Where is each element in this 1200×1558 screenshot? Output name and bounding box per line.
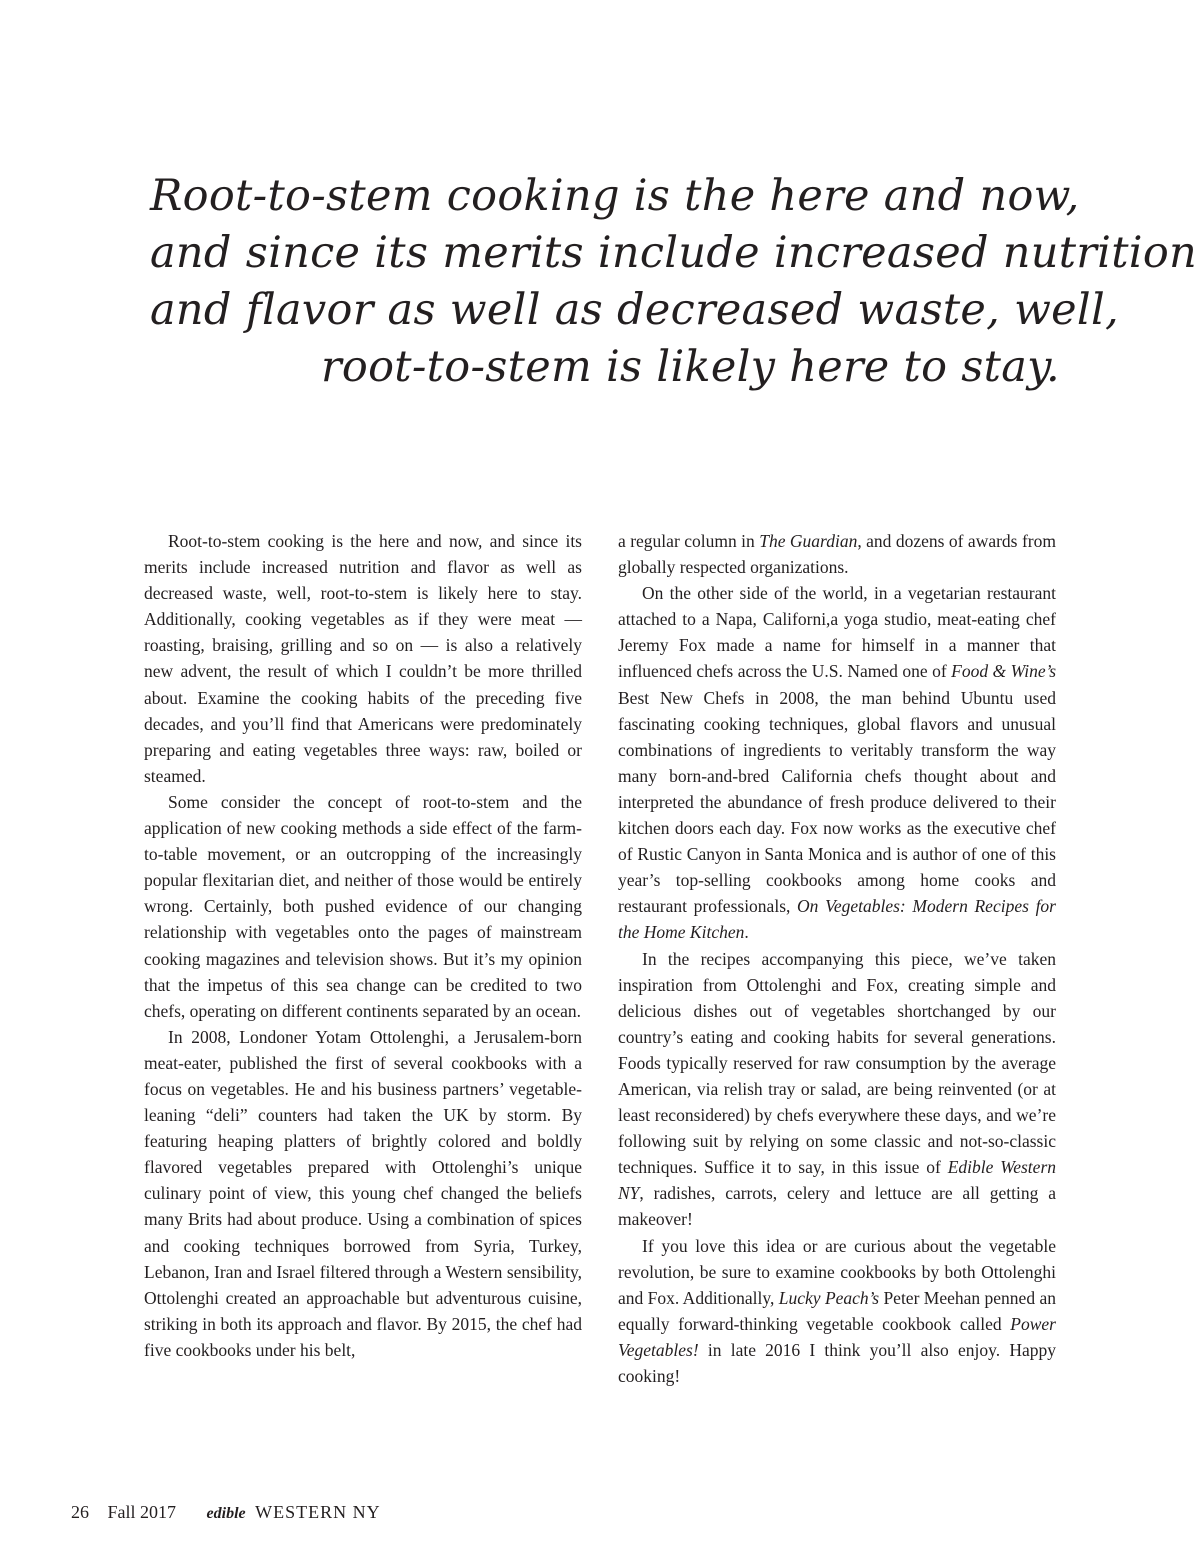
pull-quote [150, 168, 1198, 396]
page-footer [71, 1502, 381, 1523]
text-run: Best New Chefs in 2008, the man behind Ubuntu used fascinating cooking techniques, global flavors and unusual combinations of ingredients to veritably transform the way many born-and-bred California chefs thought about and interpreted the abundance of fresh produce delivered to their kitchen doors each day. Fox now works as the executive chef of Rustic Canyon in Santa Monica and is author of one of this year’s top-selling cookbooks among home cooks and restaurant professionals, [618, 687, 1056, 917]
article-column-right [618, 528, 1056, 1389]
article-paragraph [618, 946, 1056, 1233]
text-run: On the other side of the world, in a vegetarian restaurant attached to a Napa, Californi,a yoga studio, meat-eating chef Jeremy Fox made a name for himself in a manner that influenced chefs across the U.S. Named one of [618, 583, 1056, 682]
article-paragraph [618, 580, 1056, 945]
text-run: a regular column in [618, 531, 760, 551]
text-run: . [744, 922, 749, 943]
article-paragraph [618, 1233, 1056, 1390]
publication-title: The Guardian [759, 531, 858, 551]
page-number: 26 [71, 1502, 89, 1522]
article-paragraph [618, 528, 1056, 580]
publication-title: Lucky Peach’s [778, 1287, 880, 1308]
pull-quote-line-4: root-to-stem is likely here to stay. [321, 342, 1060, 392]
article-paragraph: Some consider the concept of root-to-stem and the application of new cooking methods a side effect of the farm-to-table movement, or an outcropping of the increasingly popular flexitarian diet, and neither of those would be entirely wrong. Certainly, both pushed evidence of our changing relationship with vegetables onto the pages of mainstream cooking magazines and television shows. But it’s my opinion that the impetus of this sea change can be credited to two chefs, operating on different continents separated by an ocean. [144, 791, 582, 1021]
text-run: in late 2016 I think you’ll also enjoy. Happy cooking! [618, 1339, 1056, 1386]
text-run: If you love this idea or are curious about the vegetable revolution, be sure to examine cookbooks by both Ottolenghi and Fox. Additionally, [618, 1235, 1056, 1308]
pull-quote-line-3: and flavor as well as decreased waste, well, [150, 285, 1120, 335]
text-run: Peter Meehan penned an equally forward-thinking vegetable cookbook called [618, 1287, 1056, 1334]
text-run: In the recipes accompanying this piece, we’ve taken inspiration from Ottolenghi and Fox, creating simple and delicious dishes out of vegetables shortchanged by our country’s eating and cooking habits for several generations. Foods typically reserved for raw consumption by the average American, via relish tray or salad, are being reinvented (or at least reconsidered) by chefs everywhere these days, and we’re following suit by relying on some classic and not-so-classic techniques. Suffice it to say, in this issue of [618, 948, 1056, 1178]
brand-edible: edible [206, 1505, 246, 1522]
article-paragraph: In 2008, Londoner Yotam Ottolenghi, a Jerusalem-born meat-eater, published the first of several cookbooks with a focus on vegetables. He and his business partners’ vegetable-leaning “deli” counters had taken the UK by storm. By featuring heaping platters of brightly colored and boldly flavored vegetables prepared with Ottolenghi’s unique culinary point of view, this young chef changed the beliefs many Brits had about produce. Using a combination of spices and cooking techniques borrowed from Syria, Turkey, Lebanon, Iran and Israel filtered through a Western sensibility, Ottolenghi created an approachable but adventurous cuisine, striking in both its approach and flavor. By 2015, the chef had five cookbooks under his belt, [144, 1026, 582, 1360]
issue-date: Fall 2017 [107, 1502, 177, 1522]
article-paragraph: Root-to-stem cooking is the here and now, and since its merits include increased nutrition and flavor as well as decreased waste, well, root-to-stem is likely here to stay. Additionally, cooking vegetables as if they were meat — roasting, braising, grilling and so on — is also a relatively new advent, the result of which I couldn’t be more thrilled about. Examine the cooking habits of the preceding five decades, and you’ll find that Americans were predominately preparing and eating vegetables three ways: raw, boiled or steamed. [144, 531, 582, 786]
brand-name: WESTERN NY [255, 1502, 381, 1522]
book-title: Power Vegetables! [618, 1313, 1056, 1360]
article-column-left [144, 528, 582, 1363]
publication-title: Edible Western NY [618, 1157, 1056, 1204]
text-run: , and dozens of awards from globally respected organizations. [618, 531, 1056, 578]
pull-quote-line-2: and since its merits include increased nutrition [150, 228, 1198, 278]
text-run: , radishes, carrots, celery and lettuce are all getting a makeover! [618, 1183, 1056, 1230]
pull-quote-line-1: Root-to-stem cooking is the here and now, [150, 171, 1080, 221]
book-title: On Vegetables: Modern Recipes for the Home Kitchen [618, 896, 1056, 943]
publication-title: Food & Wine’s [951, 661, 1057, 682]
